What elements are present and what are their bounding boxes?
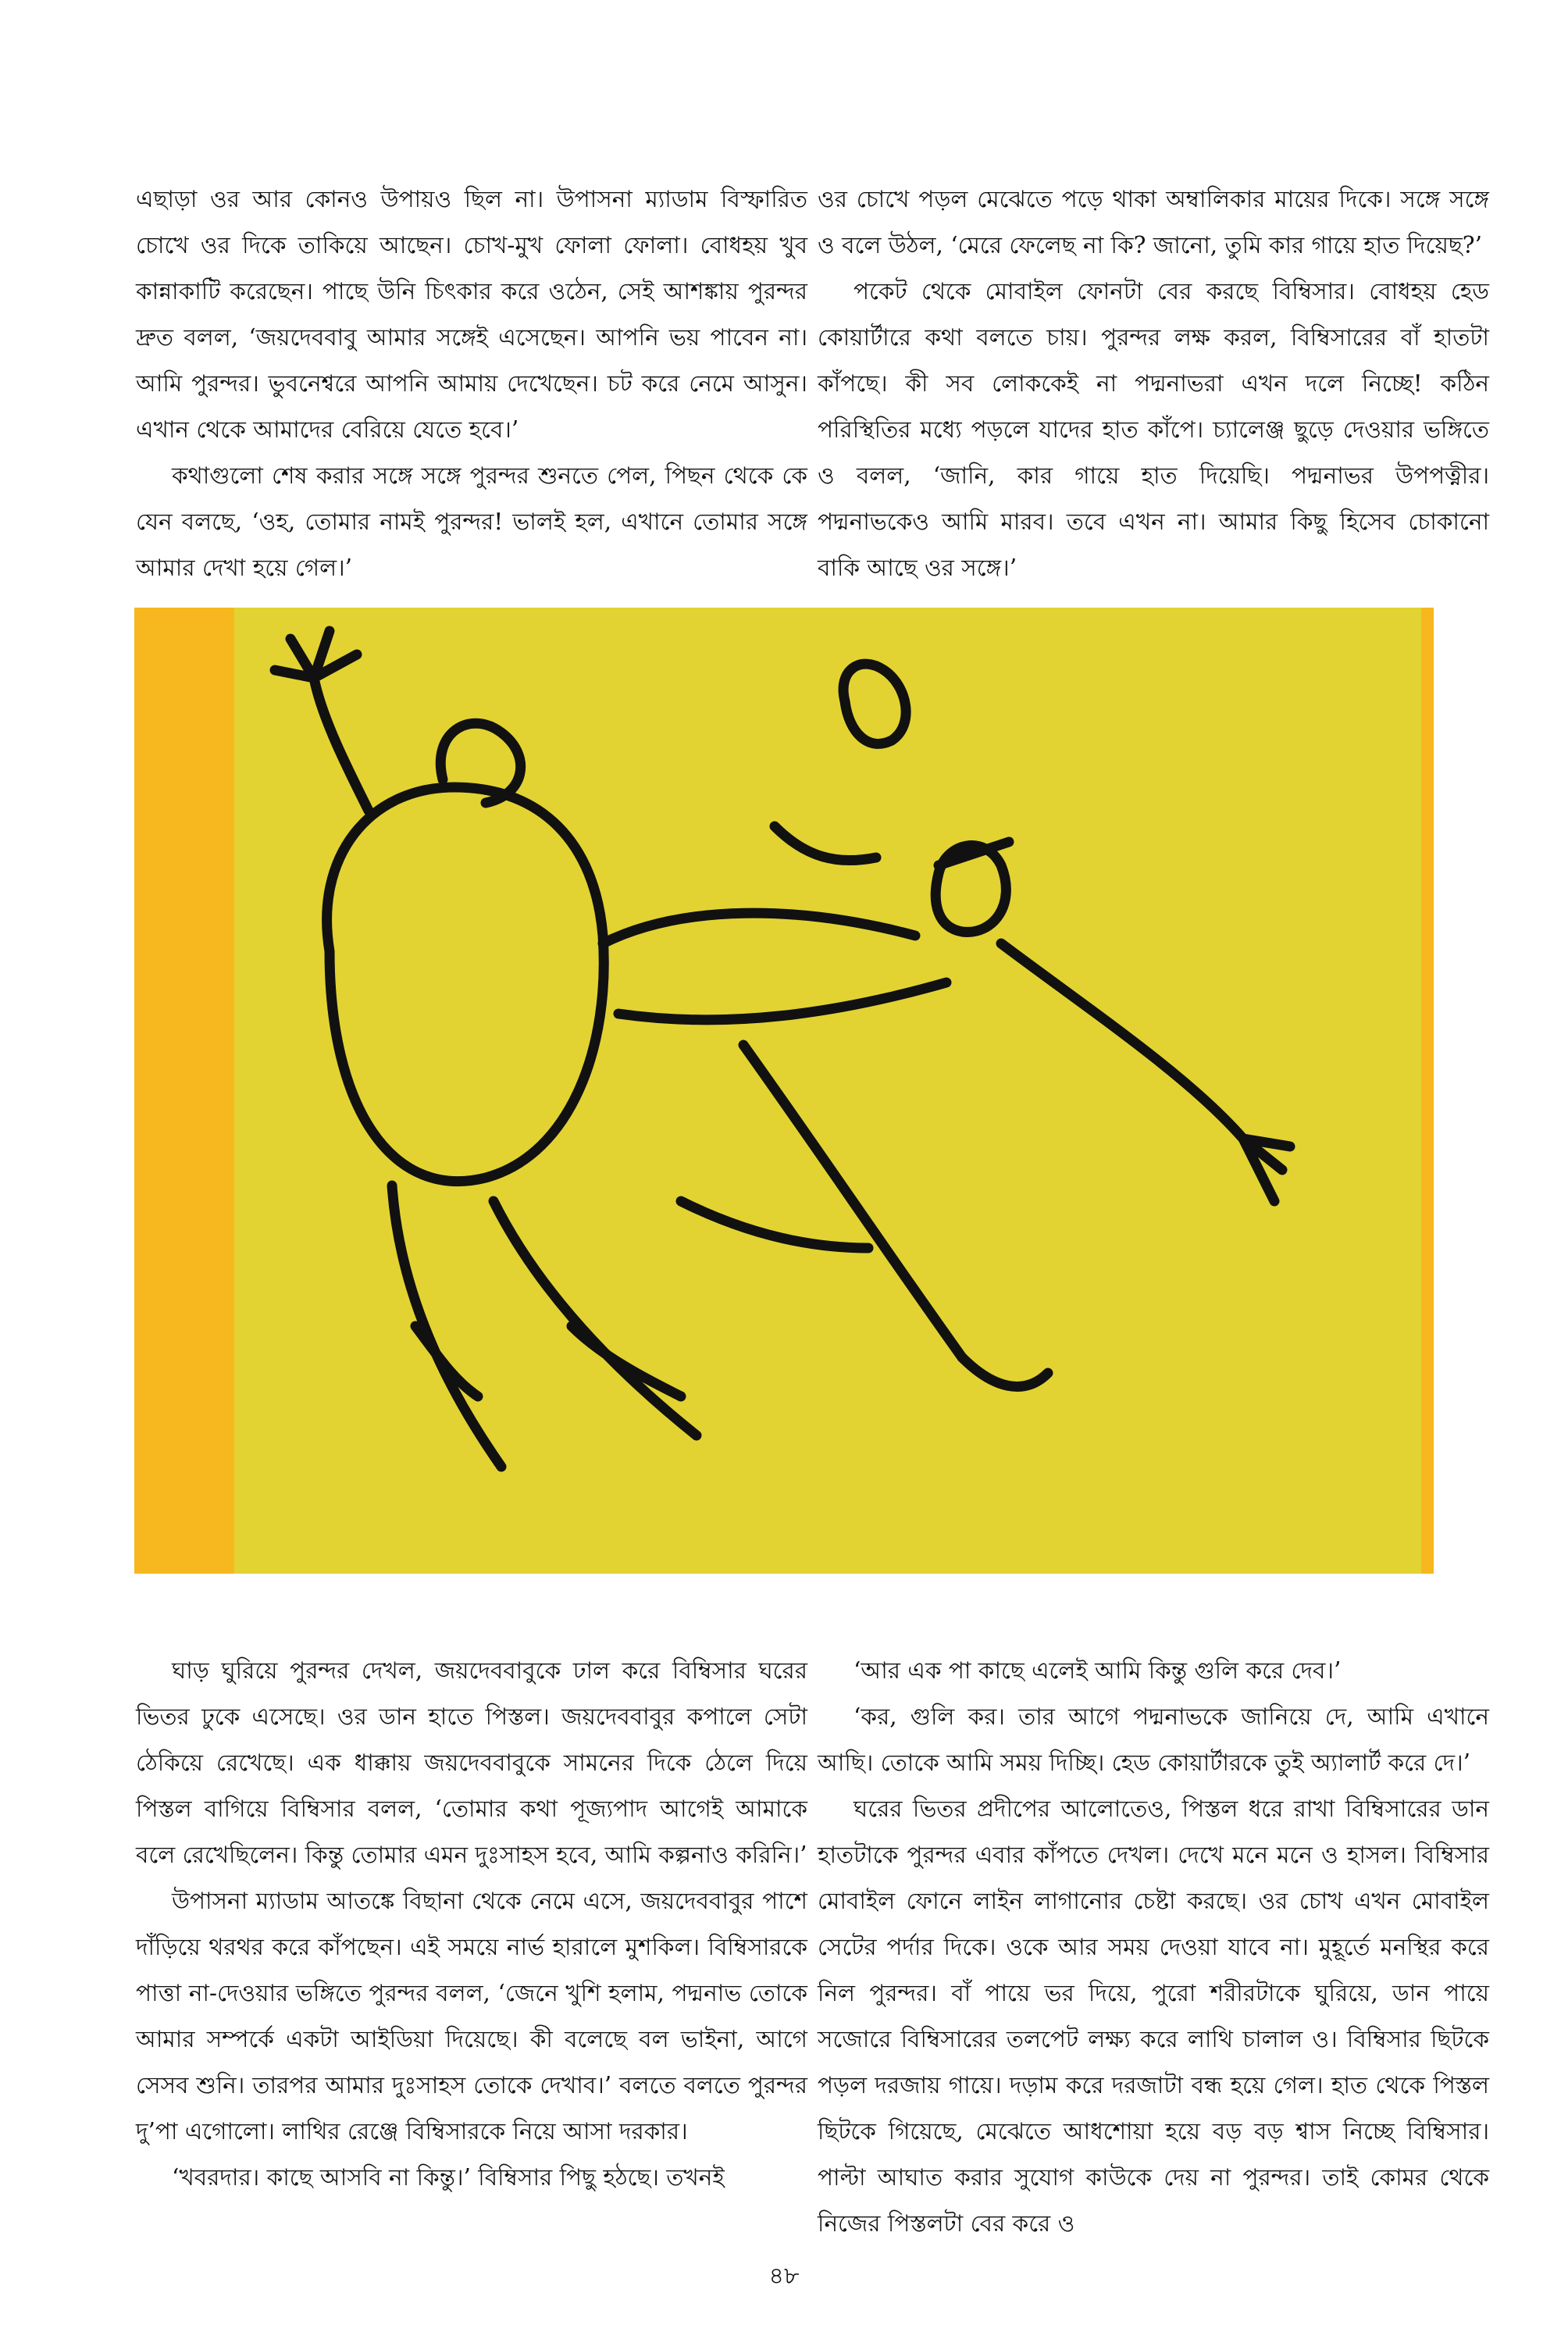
top-right-column <box>818 177 1489 591</box>
paragraph: পকেট থেকে মোবাইল ফোনটা বের করছে বিম্বিসার। বোধহয় হেড কোয়ার্টারে কথা বলতে চায়। পুরন্দর লক্ষ করল, বিম্বিসারের বাঁ হাতটা কাঁপছে। কী সব লোককেই না পদ্মনাভরা এখন দলে নিচ্ছে! কঠিন পরিস্থিতির মধ্যে পড়লে যাদের হাত কাঁপে। চ্যালেঞ্জ ছুড়ে দেওয়ার ভঙ্গিতে ও বলল, ‘জানি, কার গায়ে হাত দিয়েছি। পদ্মনাভর উপপত্নীর। পদ্মনাভকেও আমি মারব। তবে এখন না। আমার কিছু হিসেব চোকানো বাকি আছে ওর সঙ্গে।’ <box>818 278 1489 581</box>
paragraph: ‘কর, গুলি কর। তার আগে পদ্মনাভকে জানিয়ে দে, আমি এখানে আছি। তোকে আমি সময় দিচ্ছি। হেড কোয়ার্টারকে তুই অ্যালার্ট করে দে।’ <box>818 1703 1489 1776</box>
illustration-background <box>134 608 1434 1574</box>
bottom-right-column <box>818 1648 1489 2247</box>
paragraph: ‘খবরদার। কাছে আসবি না কিন্তু।’ বিম্বিসার পিছু হঠছে। তখনই <box>172 2164 725 2191</box>
story-illustration <box>134 608 1434 1574</box>
paragraph: ‘আর এক পা কাছে এলেই আমি কিন্তু গুলি করে দেব।’ <box>853 1657 1342 1684</box>
paragraph: ঘরের ভিতর প্রদীপের আলোতেও, পিস্তল ধরে রাখা বিম্বিসারের ডান হাতটাকে পুরন্দর এবার কাঁপতে দেখল। দেখে মনে মনে ও হাসল। বিম্বিসার মোবাইল ফোনে লাইন লাগানোর চেষ্টা করছে। ওর চোখ এখন মোবাইল সেটের পর্দার দিকে। ওকে আর সময় দেওয়া যাবে না। মুহূর্তে মনস্থির করে নিল পুরন্দর। বাঁ পায়ে ভর দিয়ে, পুরো শরীরটাকে ঘুরিয়ে, ডান পায়ে সজোরে বিম্বিসারের তলপেট লক্ষ্য করে লাথি চালাল ও। বিম্বিসার ছিটকে পড়ল দরজায় গায়ে। দড়াম করে দরজাটা বন্ধ হয়ে গেল। হাত থেকে পিস্তল ছিটকে গিয়েছে, মেঝেতে আধশোয়া হয়ে বড় বড় শ্বাস নিচ্ছে বিম্বিসার। পাল্টা আঘাত করার সুযোগ কাউকে দেয় না পুরন্দর। তাই কোমর থেকে নিজের পিস্তলটা বের করে ও <box>818 1795 1489 2237</box>
paragraph: এছাড়া ওর আর কোনও উপায়ও ছিল না। উপাসনা ম্যাডাম বিস্ফারিত চোখে ওর দিকে তাকিয়ে আছেন। চোখ-মুখ ফোলা ফোলা। বোধহয় খুব কান্নাকাটি করেছেন। পাছে উনি চিৎকার করে ওঠেন, সেই আশঙ্কায় পুরন্দর দ্রুত বলল, ‘জয়দেববাবু আমার সঙ্গেই এসেছেন। আপনি ভয় পাবেন না। আমি পুরন্দর। ভুবনেশ্বরে আপনি আমায় দেখেছেন। চট করে নেমে আসুন। এখান থেকে আমাদের বেরিয়ে যেতে হবে।’ <box>136 186 807 443</box>
bottom-left-column <box>136 1648 807 2201</box>
paragraph: উপাসনা ম্যাডাম আতঙ্কে বিছানা থেকে নেমে এসে, জয়দেববাবুর পাশে দাঁড়িয়ে থরথর করে কাঁপছেন। এই সময়ে নার্ভ হারালে মুশকিল। বিম্বিসারকে পাত্তা না-দেওয়ার ভঙ্গিতে পুরন্দর বলল, ‘জেনে খুশি হলাম, পদ্মনাভ তোকে আমার সম্পর্কে একটা আইডিয়া দিয়েছে। কী বলেছে বল ভাইনা, আগে সেসব শুনি। তারপর আমার দুঃসাহস তোকে দেখাব।’ বলতে বলতে পুরন্দর দু’পা এগোলো। লাথির রেঞ্জে বিম্বিসারকে নিয়ে আসা দরকার। <box>136 1888 807 2145</box>
illustration-left-band <box>134 608 234 1574</box>
page-number: ৪৮ <box>768 2263 800 2290</box>
paragraph: কথাগুলো শেষ করার সঙ্গে সঙ্গে পুরন্দর শুনতে পেল, পিছন থেকে কে যেন বলছে, ‘ওহ, তোমার নামই পুরন্দর! ভালই হল, এখানে তোমার সঙ্গে আমার দেখা হয়ে গেল।’ <box>136 462 807 581</box>
top-left-column <box>136 177 807 591</box>
fight-scene-drawing <box>134 608 1434 1574</box>
paragraph: ঘাড় ঘুরিয়ে পুরন্দর দেখল, জয়দেববাবুকে ঢাল করে বিম্বিসার ঘরের ভিতর ঢুকে এসেছে। ওর ডান হাতে পিস্তল। জয়দেববাবুর কপালে সেটা ঠেকিয়ে রেখেছে। এক ধাক্কায় জয়দেববাবুকে সামনের দিকে ঠেলে দিয়ে পিস্তল বাগিয়ে বিম্বিসার বলল, ‘তোমার কথা পূজ্যপাদ আগেই আমাকে বলে রেখেছিলেন। কিন্তু তোমার এমন দুঃসাহস হবে, আমি কল্পনাও করিনি।’ <box>136 1657 807 1868</box>
paragraph: ওর চোখে পড়ল মেঝেতে পড়ে থাকা অম্বালিকার মায়ের দিকে। সঙ্গে সঙ্গে ও বলে উঠল, ‘মেরে ফেলেছ না কি? জানো, তুমি কার গায়ে হাত দিয়েছ?’ <box>818 186 1489 259</box>
illustration-right-band <box>1421 608 1434 1574</box>
